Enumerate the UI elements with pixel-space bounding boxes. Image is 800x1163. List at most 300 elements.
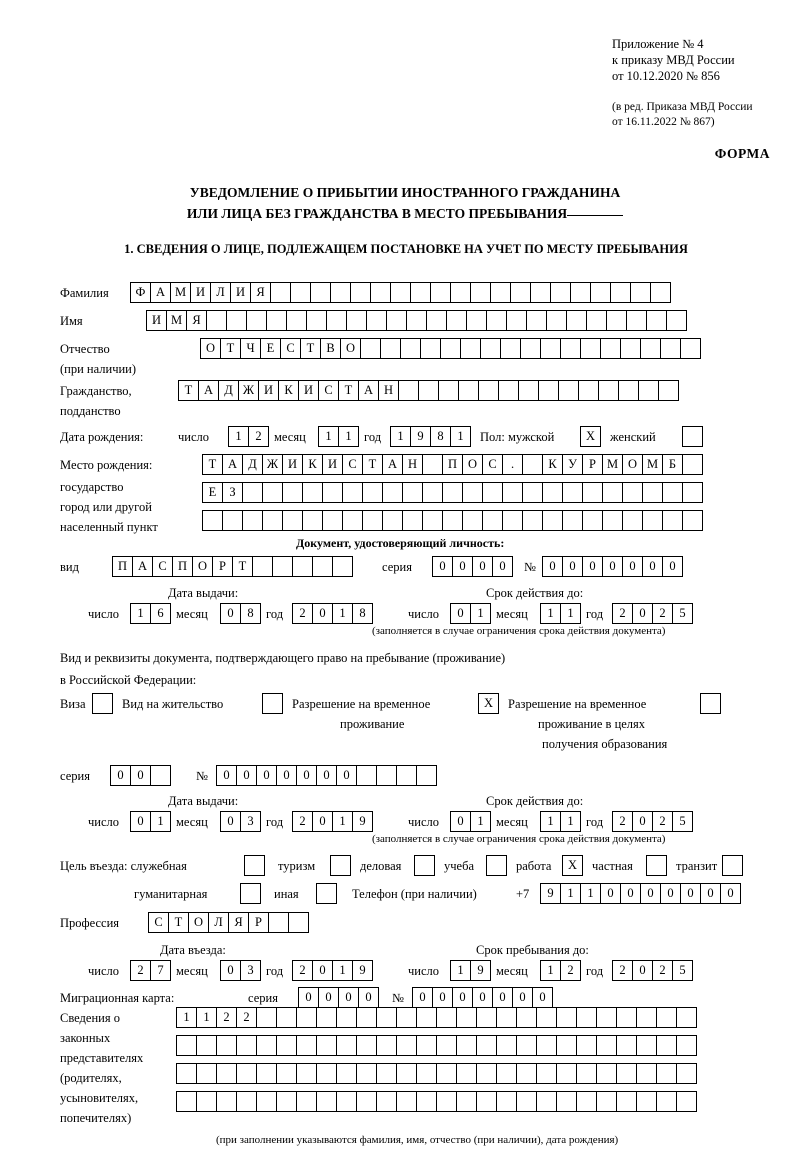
form-cell[interactable]: 0: [312, 811, 333, 832]
form-cell[interactable]: [376, 1035, 397, 1056]
form-cell[interactable]: 1: [470, 603, 491, 624]
form-cell[interactable]: К: [542, 454, 563, 475]
legal-reps-line-1[interactable]: [176, 1007, 696, 1028]
form-cell[interactable]: Н: [402, 454, 423, 475]
form-cell[interactable]: [256, 1007, 277, 1028]
form-cell[interactable]: [242, 482, 263, 503]
form-cell[interactable]: [622, 482, 643, 503]
form-cell[interactable]: 0: [640, 883, 661, 904]
purpose-transit-checkbox[interactable]: [722, 855, 742, 876]
form-cell[interactable]: 1: [332, 811, 353, 832]
form-cell[interactable]: [646, 310, 667, 331]
form-cell[interactable]: [396, 1063, 417, 1084]
form-cell[interactable]: Я: [250, 282, 271, 303]
patronymic-input[interactable]: [200, 338, 700, 359]
form-cell[interactable]: [476, 1035, 497, 1056]
form-cell[interactable]: [272, 556, 293, 577]
form-cell[interactable]: [196, 1063, 217, 1084]
form-cell[interactable]: 1: [332, 960, 353, 981]
form-cell[interactable]: М: [166, 310, 187, 331]
form-cell[interactable]: [302, 482, 323, 503]
form-cell[interactable]: [662, 510, 683, 531]
form-cell[interactable]: [270, 282, 291, 303]
form-cell[interactable]: [216, 1091, 237, 1112]
birth-place-line-1[interactable]: [202, 454, 702, 475]
form-cell[interactable]: [176, 1035, 197, 1056]
form-cell[interactable]: [422, 510, 443, 531]
purpose-study-checkbox[interactable]: [486, 855, 506, 876]
birth-year-input[interactable]: [390, 426, 470, 447]
form-cell[interactable]: [390, 282, 411, 303]
form-cell[interactable]: [362, 482, 383, 503]
form-cell[interactable]: [396, 765, 417, 786]
form-cell[interactable]: 1: [196, 1007, 217, 1028]
form-cell[interactable]: П: [442, 454, 463, 475]
form-cell[interactable]: [618, 380, 639, 401]
form-cell[interactable]: [396, 1035, 417, 1056]
form-cell[interactable]: [516, 1063, 537, 1084]
form-cell[interactable]: [362, 510, 383, 531]
form-cell[interactable]: Ж: [262, 454, 283, 475]
form-cell[interactable]: [676, 1035, 697, 1056]
form-cell[interactable]: [476, 1063, 497, 1084]
form-cell[interactable]: [292, 556, 313, 577]
form-cell[interactable]: [496, 1035, 517, 1056]
form-cell[interactable]: [296, 1091, 317, 1112]
form-cell[interactable]: [420, 338, 441, 359]
form-cell[interactable]: [196, 1091, 217, 1112]
form-cell[interactable]: О: [340, 338, 361, 359]
form-cell[interactable]: [382, 482, 403, 503]
form-cell[interactable]: Д: [218, 380, 239, 401]
form-cell[interactable]: [462, 482, 483, 503]
residence-checkbox[interactable]: [262, 693, 282, 714]
form-cell[interactable]: 1: [580, 883, 601, 904]
form-cell[interactable]: [616, 1007, 637, 1028]
form-cell[interactable]: [600, 338, 621, 359]
form-cell[interactable]: [490, 282, 511, 303]
form-cell[interactable]: [636, 1091, 657, 1112]
form-cell[interactable]: [240, 883, 261, 904]
form-cell[interactable]: 0: [318, 987, 339, 1008]
form-cell[interactable]: [416, 1063, 437, 1084]
form-cell[interactable]: [268, 912, 289, 933]
form-cell[interactable]: [322, 482, 343, 503]
form-cell[interactable]: [336, 1007, 357, 1028]
form-cell[interactable]: [596, 1063, 617, 1084]
form-cell[interactable]: [216, 1035, 237, 1056]
purpose-work-checkbox[interactable]: [562, 855, 582, 876]
form-cell[interactable]: Н: [378, 380, 399, 401]
form-cell[interactable]: С: [148, 912, 169, 933]
form-cell[interactable]: [596, 1007, 617, 1028]
form-cell[interactable]: 2: [652, 811, 673, 832]
form-cell[interactable]: 0: [450, 811, 471, 832]
form-cell[interactable]: 0: [450, 603, 471, 624]
form-cell[interactable]: [356, 1035, 377, 1056]
form-cell[interactable]: 2: [248, 426, 269, 447]
form-cell[interactable]: О: [200, 338, 221, 359]
form-cell[interactable]: [276, 1007, 297, 1028]
id-number-input[interactable]: [542, 556, 682, 577]
form-cell[interactable]: 0: [632, 811, 653, 832]
form-cell[interactable]: [380, 338, 401, 359]
form-cell[interactable]: 0: [632, 960, 653, 981]
form-cell[interactable]: [346, 310, 367, 331]
form-cell[interactable]: [682, 482, 703, 503]
form-cell[interactable]: [376, 1063, 397, 1084]
form-cell[interactable]: .: [502, 454, 523, 475]
form-cell[interactable]: [638, 380, 659, 401]
form-cell[interactable]: 1: [560, 883, 581, 904]
form-cell[interactable]: 0: [632, 603, 653, 624]
form-cell[interactable]: [682, 454, 703, 475]
form-cell[interactable]: [332, 556, 353, 577]
form-cell[interactable]: [92, 693, 113, 714]
form-cell[interactable]: [640, 338, 661, 359]
form-cell[interactable]: [676, 1063, 697, 1084]
form-cell[interactable]: 0: [622, 556, 643, 577]
form-cell[interactable]: [558, 380, 579, 401]
form-cell[interactable]: [446, 310, 467, 331]
profession-input[interactable]: [148, 912, 308, 933]
form-cell[interactable]: [478, 380, 499, 401]
form-cell[interactable]: 1: [390, 426, 411, 447]
form-cell[interactable]: Т: [202, 454, 223, 475]
form-cell[interactable]: [680, 338, 701, 359]
form-cell[interactable]: [586, 310, 607, 331]
form-cell[interactable]: О: [192, 556, 213, 577]
form-cell[interactable]: [262, 482, 283, 503]
form-cell[interactable]: [236, 1063, 257, 1084]
form-cell[interactable]: [216, 1063, 237, 1084]
form-cell[interactable]: [360, 338, 381, 359]
issue-day-input[interactable]: [130, 603, 170, 624]
form-cell[interactable]: [546, 310, 567, 331]
form-cell[interactable]: [262, 510, 283, 531]
form-cell[interactable]: [518, 380, 539, 401]
birth-month-input[interactable]: [318, 426, 358, 447]
form-cell[interactable]: [356, 1007, 377, 1028]
form-cell[interactable]: 2: [292, 960, 313, 981]
form-cell[interactable]: [422, 482, 443, 503]
form-cell[interactable]: А: [132, 556, 153, 577]
form-cell[interactable]: М: [170, 282, 191, 303]
form-cell[interactable]: [480, 338, 501, 359]
form-cell[interactable]: [506, 310, 527, 331]
form-cell[interactable]: [556, 1007, 577, 1028]
form-cell[interactable]: [486, 310, 507, 331]
form-cell[interactable]: [276, 1035, 297, 1056]
form-cell[interactable]: 0: [602, 556, 623, 577]
form-cell[interactable]: [288, 912, 309, 933]
form-cell[interactable]: [242, 510, 263, 531]
form-cell[interactable]: [276, 1063, 297, 1084]
form-cell[interactable]: [722, 855, 743, 876]
form-cell[interactable]: К: [302, 454, 323, 475]
form-cell[interactable]: [560, 338, 581, 359]
form-cell[interactable]: 5: [672, 811, 693, 832]
form-cell[interactable]: 0: [432, 556, 453, 577]
form-cell[interactable]: [350, 282, 371, 303]
form-cell[interactable]: И: [230, 282, 251, 303]
form-cell[interactable]: [414, 855, 435, 876]
form-cell[interactable]: [542, 510, 563, 531]
form-cell[interactable]: [616, 1063, 637, 1084]
form-cell[interactable]: У: [562, 454, 583, 475]
form-cell[interactable]: И: [322, 454, 343, 475]
form-cell[interactable]: [376, 1007, 397, 1028]
form-cell[interactable]: [410, 282, 431, 303]
form-cell[interactable]: [290, 282, 311, 303]
form-cell[interactable]: [540, 338, 561, 359]
form-cell[interactable]: С: [342, 454, 363, 475]
form-cell[interactable]: [176, 1091, 197, 1112]
form-cell[interactable]: Т: [232, 556, 253, 577]
birth-place-line-2[interactable]: [202, 482, 702, 503]
form-cell[interactable]: 0: [256, 765, 277, 786]
form-cell[interactable]: [536, 1035, 557, 1056]
form-cell[interactable]: 9: [470, 960, 491, 981]
form-cell[interactable]: [576, 1091, 597, 1112]
form-cell[interactable]: [276, 1091, 297, 1112]
form-cell[interactable]: [456, 1007, 477, 1028]
form-cell[interactable]: 1: [228, 426, 249, 447]
form-cell[interactable]: [630, 282, 651, 303]
stay-issue-year-input[interactable]: [292, 811, 372, 832]
form-cell[interactable]: [252, 556, 273, 577]
form-cell[interactable]: [322, 510, 343, 531]
form-cell[interactable]: [556, 1063, 577, 1084]
form-cell[interactable]: [460, 338, 481, 359]
form-cell[interactable]: [496, 1007, 517, 1028]
form-cell[interactable]: [336, 1035, 357, 1056]
form-cell[interactable]: 0: [660, 883, 681, 904]
legal-reps-line-4[interactable]: [176, 1091, 696, 1112]
form-cell[interactable]: [656, 1035, 677, 1056]
stay-valid-day-input[interactable]: [450, 811, 490, 832]
form-cell[interactable]: 0: [452, 987, 473, 1008]
form-cell[interactable]: И: [298, 380, 319, 401]
form-cell[interactable]: [538, 380, 559, 401]
form-cell[interactable]: 0: [562, 556, 583, 577]
form-cell[interactable]: [262, 693, 283, 714]
form-cell[interactable]: 0: [110, 765, 131, 786]
form-cell[interactable]: [440, 338, 461, 359]
form-cell[interactable]: С: [152, 556, 173, 577]
legal-reps-line-2[interactable]: [176, 1035, 696, 1056]
form-cell[interactable]: А: [150, 282, 171, 303]
form-cell[interactable]: [342, 510, 363, 531]
form-cell[interactable]: [176, 1063, 197, 1084]
form-cell[interactable]: [266, 310, 287, 331]
form-cell[interactable]: Р: [212, 556, 233, 577]
form-cell[interactable]: [656, 1007, 677, 1028]
form-cell[interactable]: 1: [318, 426, 339, 447]
form-cell[interactable]: [316, 883, 337, 904]
purpose-other-checkbox[interactable]: [316, 883, 336, 904]
stay-valid-month-input[interactable]: [540, 811, 580, 832]
form-cell[interactable]: 0: [532, 987, 553, 1008]
form-cell[interactable]: 0: [220, 603, 241, 624]
form-cell[interactable]: [616, 1035, 637, 1056]
form-cell[interactable]: [496, 1063, 517, 1084]
form-cell[interactable]: [236, 1091, 257, 1112]
form-cell[interactable]: [616, 1091, 637, 1112]
form-cell[interactable]: [366, 310, 387, 331]
form-cell[interactable]: 0: [472, 987, 493, 1008]
form-cell[interactable]: Е: [260, 338, 281, 359]
form-cell[interactable]: [660, 338, 681, 359]
form-cell[interactable]: 0: [316, 765, 337, 786]
form-cell[interactable]: Р: [582, 454, 603, 475]
name-input[interactable]: [146, 310, 686, 331]
form-cell[interactable]: [456, 1035, 477, 1056]
form-cell[interactable]: [522, 454, 543, 475]
form-cell[interactable]: [622, 510, 643, 531]
form-cell[interactable]: 0: [130, 765, 151, 786]
form-cell[interactable]: С: [482, 454, 503, 475]
form-cell[interactable]: [536, 1007, 557, 1028]
form-cell[interactable]: 0: [358, 987, 379, 1008]
stay-series-input[interactable]: [110, 765, 170, 786]
form-cell[interactable]: [642, 482, 663, 503]
form-cell[interactable]: [650, 282, 671, 303]
form-cell[interactable]: [676, 1091, 697, 1112]
form-cell[interactable]: [306, 310, 327, 331]
form-cell[interactable]: [286, 310, 307, 331]
form-cell[interactable]: 2: [236, 1007, 257, 1028]
form-cell[interactable]: [662, 482, 683, 503]
form-cell[interactable]: [566, 310, 587, 331]
form-cell[interactable]: 0: [338, 987, 359, 1008]
form-cell[interactable]: Я: [228, 912, 249, 933]
form-cell[interactable]: [296, 1063, 317, 1084]
form-cell[interactable]: [416, 765, 437, 786]
form-cell[interactable]: [656, 1091, 677, 1112]
form-cell[interactable]: [476, 1091, 497, 1112]
form-cell[interactable]: [256, 1035, 277, 1056]
form-cell[interactable]: [682, 426, 703, 447]
form-cell[interactable]: [536, 1091, 557, 1112]
form-cell[interactable]: 0: [662, 556, 683, 577]
form-cell[interactable]: 0: [412, 987, 433, 1008]
form-cell[interactable]: [402, 482, 423, 503]
form-cell[interactable]: [442, 510, 463, 531]
form-cell[interactable]: 0: [680, 883, 701, 904]
form-cell[interactable]: 0: [600, 883, 621, 904]
form-cell[interactable]: [476, 1007, 497, 1028]
form-cell[interactable]: [456, 1091, 477, 1112]
form-cell[interactable]: [606, 310, 627, 331]
form-cell[interactable]: [466, 310, 487, 331]
form-cell[interactable]: [316, 1091, 337, 1112]
form-cell[interactable]: Т: [300, 338, 321, 359]
form-cell[interactable]: 1: [470, 811, 491, 832]
form-cell[interactable]: [356, 1091, 377, 1112]
form-cell[interactable]: 2: [612, 960, 633, 981]
form-cell[interactable]: [590, 282, 611, 303]
form-cell[interactable]: [458, 380, 479, 401]
form-cell[interactable]: [416, 1007, 437, 1028]
entry-day-input[interactable]: [130, 960, 170, 981]
form-cell[interactable]: 8: [240, 603, 261, 624]
form-cell[interactable]: Л: [210, 282, 231, 303]
form-cell[interactable]: [282, 510, 303, 531]
form-cell[interactable]: [636, 1035, 657, 1056]
form-cell[interactable]: [316, 1035, 337, 1056]
form-cell[interactable]: [700, 693, 721, 714]
form-cell[interactable]: [642, 510, 663, 531]
form-cell[interactable]: [542, 482, 563, 503]
visa-checkbox[interactable]: [92, 693, 112, 714]
form-cell[interactable]: 1: [540, 960, 561, 981]
form-cell[interactable]: [580, 338, 601, 359]
form-cell[interactable]: 2: [292, 811, 313, 832]
phone-input[interactable]: [540, 883, 740, 904]
form-cell[interactable]: [316, 1063, 337, 1084]
form-cell[interactable]: О: [188, 912, 209, 933]
form-cell[interactable]: [370, 282, 391, 303]
form-cell[interactable]: [436, 1091, 457, 1112]
form-cell[interactable]: Т: [362, 454, 383, 475]
form-cell[interactable]: [456, 1063, 477, 1084]
form-cell[interactable]: Т: [220, 338, 241, 359]
edu-residence-checkbox[interactable]: [700, 693, 720, 714]
form-cell[interactable]: 1: [540, 603, 561, 624]
form-cell[interactable]: [196, 1035, 217, 1056]
form-cell[interactable]: И: [146, 310, 167, 331]
stay-until-month-input[interactable]: [540, 960, 580, 981]
form-cell[interactable]: [236, 1035, 257, 1056]
form-cell[interactable]: 0: [220, 960, 241, 981]
form-cell[interactable]: И: [258, 380, 279, 401]
form-cell[interactable]: [398, 380, 419, 401]
form-cell[interactable]: Б: [662, 454, 683, 475]
form-cell[interactable]: Ч: [240, 338, 261, 359]
form-cell[interactable]: [416, 1091, 437, 1112]
form-cell[interactable]: 0: [220, 811, 241, 832]
form-cell[interactable]: [202, 510, 223, 531]
stay-until-year-input[interactable]: [612, 960, 692, 981]
form-cell[interactable]: С: [280, 338, 301, 359]
form-cell[interactable]: [656, 1063, 677, 1084]
form-cell[interactable]: [206, 310, 227, 331]
birth-place-line-3[interactable]: [202, 510, 702, 531]
form-cell[interactable]: [682, 510, 703, 531]
form-cell[interactable]: [520, 338, 541, 359]
form-cell[interactable]: И: [282, 454, 303, 475]
form-cell[interactable]: 1: [450, 426, 471, 447]
form-cell[interactable]: Е: [202, 482, 223, 503]
form-cell[interactable]: 0: [312, 960, 333, 981]
form-cell[interactable]: [256, 1063, 277, 1084]
form-cell[interactable]: [556, 1035, 577, 1056]
id-series-input[interactable]: [432, 556, 512, 577]
sex-male-checkbox[interactable]: [580, 426, 600, 447]
form-cell[interactable]: [256, 1091, 277, 1112]
form-cell[interactable]: [636, 1063, 657, 1084]
form-cell[interactable]: [676, 1007, 697, 1028]
issue-year-input[interactable]: [292, 603, 372, 624]
form-cell[interactable]: Р: [248, 912, 269, 933]
form-cell[interactable]: [646, 855, 667, 876]
form-cell[interactable]: [536, 1063, 557, 1084]
form-cell[interactable]: [500, 338, 521, 359]
form-cell[interactable]: 0: [298, 987, 319, 1008]
form-cell[interactable]: 0: [700, 883, 721, 904]
form-cell[interactable]: 0: [542, 556, 563, 577]
